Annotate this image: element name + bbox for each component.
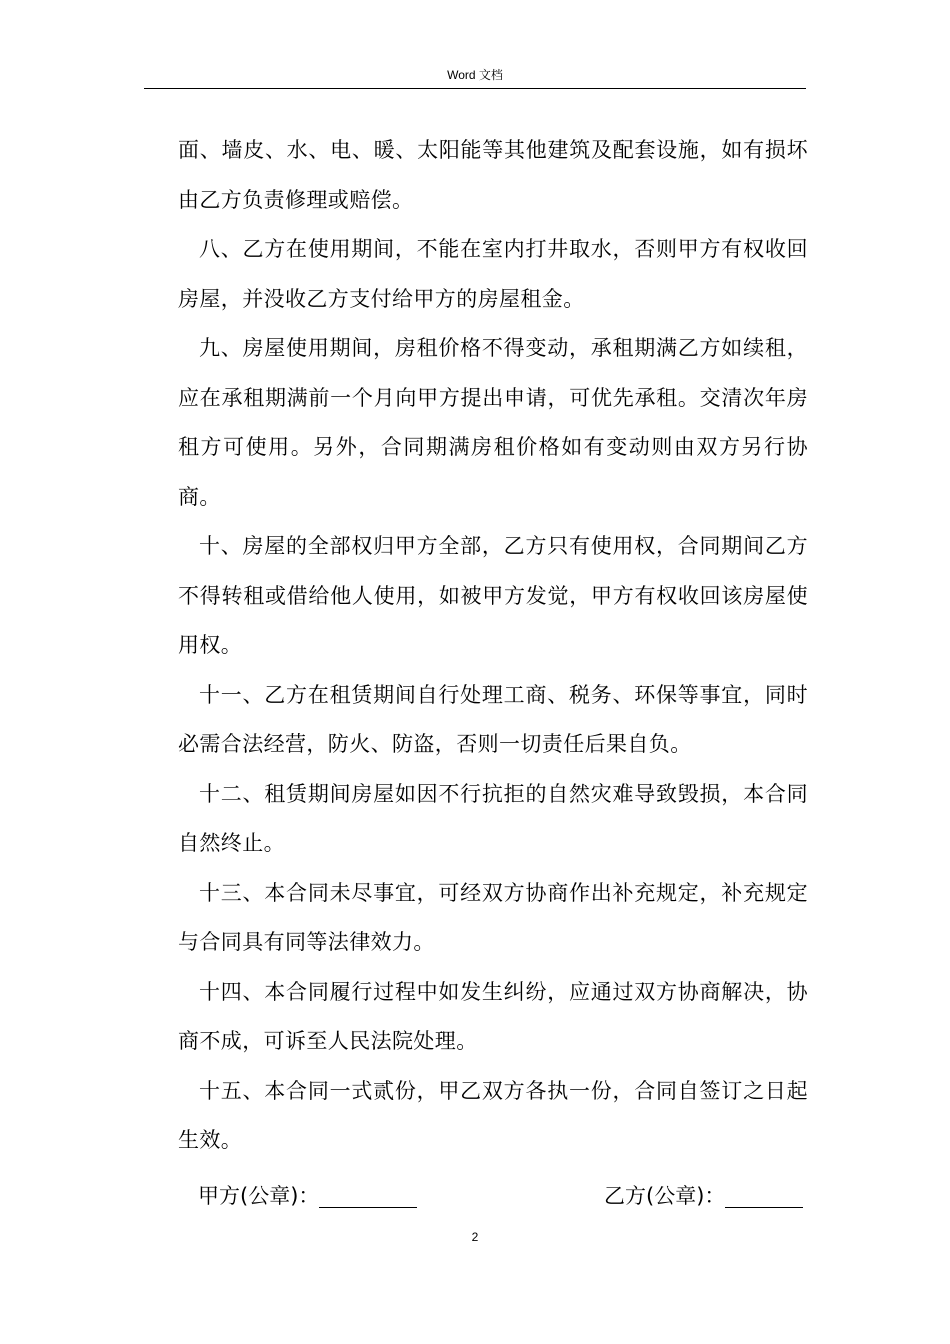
clause-10: 十、房屋的全部权归甲方全部，乙方只有使用权，合同期间乙方不得转租或借给他人使用，如被甲方发觉，甲方有权收回该房屋使用权。 — [178, 534, 808, 657]
clause-9: 九、房屋使用期间，房租价格不得变动，承租期满乙方如续租，应在承租期满前一个月向甲方提出申请，可优先承租。交清次年房租方可使用。另外，合同期满房租价格如有变动则由双方另行协商。 — [178, 336, 808, 509]
clause-8: 八、乙方在使用期间，不能在室内打井取水，否则甲方有权收回房屋，并没收乙方支付给甲方的房屋租金。 — [178, 237, 808, 311]
page-header — [144, 66, 806, 89]
clause-11: 十一、乙方在租赁期间自行处理工商、税务、环保等事宜，同时必需合法经营，防火、防盗，否则一切责任后果自负。 — [178, 682, 808, 756]
clause-12: 十二、租赁期间房屋如因不行抗拒的自然灾难导致毁损，本合同自然终止。 — [178, 781, 808, 855]
party-b-signature-line — [725, 1181, 803, 1208]
party-b-label: 乙方(公章)： — [604, 1184, 726, 1208]
clause-14: 十四、本合同履行过程中如发生纠纷，应通过双方协商解决，协商不成，可诉至人民法院处理。 — [178, 979, 808, 1053]
party-a-label: 甲方(公章)： — [198, 1184, 320, 1208]
page-number: 2 — [471, 1230, 479, 1244]
party-a-signature — [198, 1176, 417, 1216]
signature-row — [198, 1176, 808, 1216]
document-body — [178, 126, 808, 1166]
clause-15: 十五、本合同一式贰份，甲乙双方各执一份，合同自签订之日起生效。 — [178, 1078, 808, 1152]
party-b-signature — [604, 1176, 803, 1216]
party-a-signature-line — [319, 1181, 417, 1208]
paragraph-continuation: 面、墙皮、水、电、暖、太阳能等其他建筑及配套设施，如有损坏由乙方负责修理或赔偿。 — [178, 138, 808, 212]
clause-13: 十三、本合同未尽事宜，可经双方协商作出补充规定，补充规定与合同具有同等法律效力。 — [178, 880, 808, 954]
header-title: Word 文档 — [447, 68, 503, 82]
